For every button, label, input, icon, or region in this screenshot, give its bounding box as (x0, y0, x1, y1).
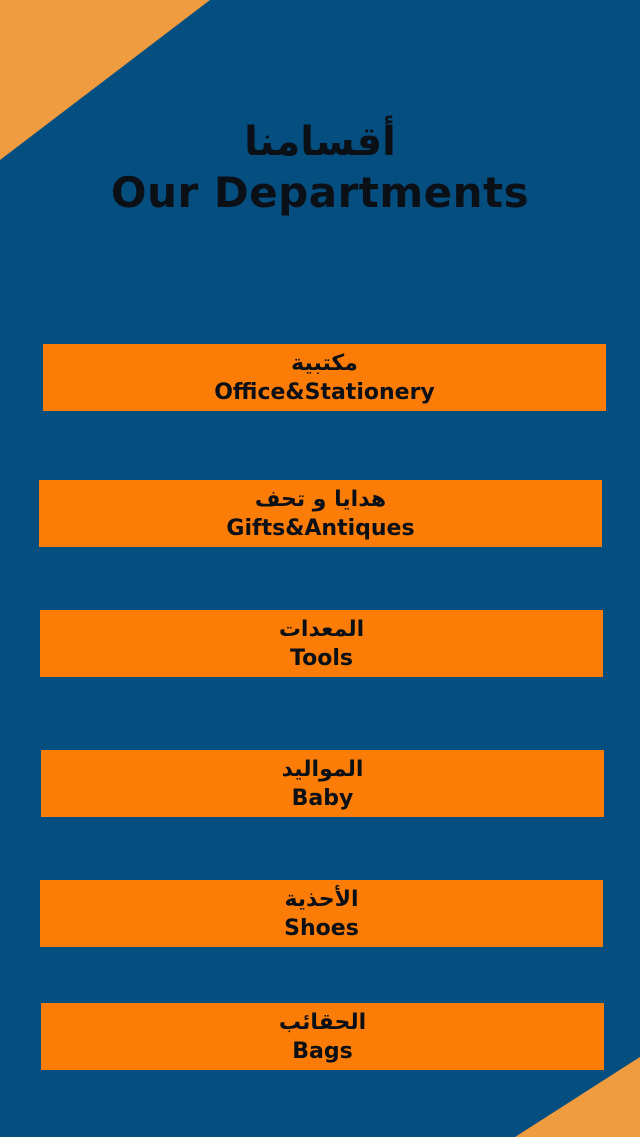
department-office-stationery-button[interactable] (43, 344, 606, 411)
department-label-arabic: المعدات (278, 616, 365, 642)
department-label: Shoes (284, 915, 359, 941)
department-label: Tools (290, 645, 353, 671)
department-gifts-antiques-button[interactable] (39, 480, 602, 547)
department-bags-button[interactable] (41, 1003, 604, 1070)
department-shoes-button[interactable] (40, 880, 603, 947)
page-title: Our Departments (110, 168, 530, 217)
department-label: Baby (291, 785, 354, 811)
page-header (0, 118, 640, 220)
page-title-arabic: أقسامنا (244, 119, 396, 165)
department-label-arabic: هدايا و تحف (254, 486, 387, 512)
department-baby-button[interactable] (41, 750, 604, 817)
department-label-arabic: الحقائب (278, 1009, 367, 1035)
department-label: Gifts&Antiques (226, 515, 415, 541)
department-label: Office&Stationery (214, 379, 435, 405)
department-label-arabic: الأحذية (284, 886, 359, 912)
department-label: Bags (292, 1038, 353, 1064)
department-label-arabic: المواليد (281, 756, 364, 782)
department-tools-button[interactable] (40, 610, 603, 677)
department-label-arabic: مكتبية (291, 350, 358, 376)
